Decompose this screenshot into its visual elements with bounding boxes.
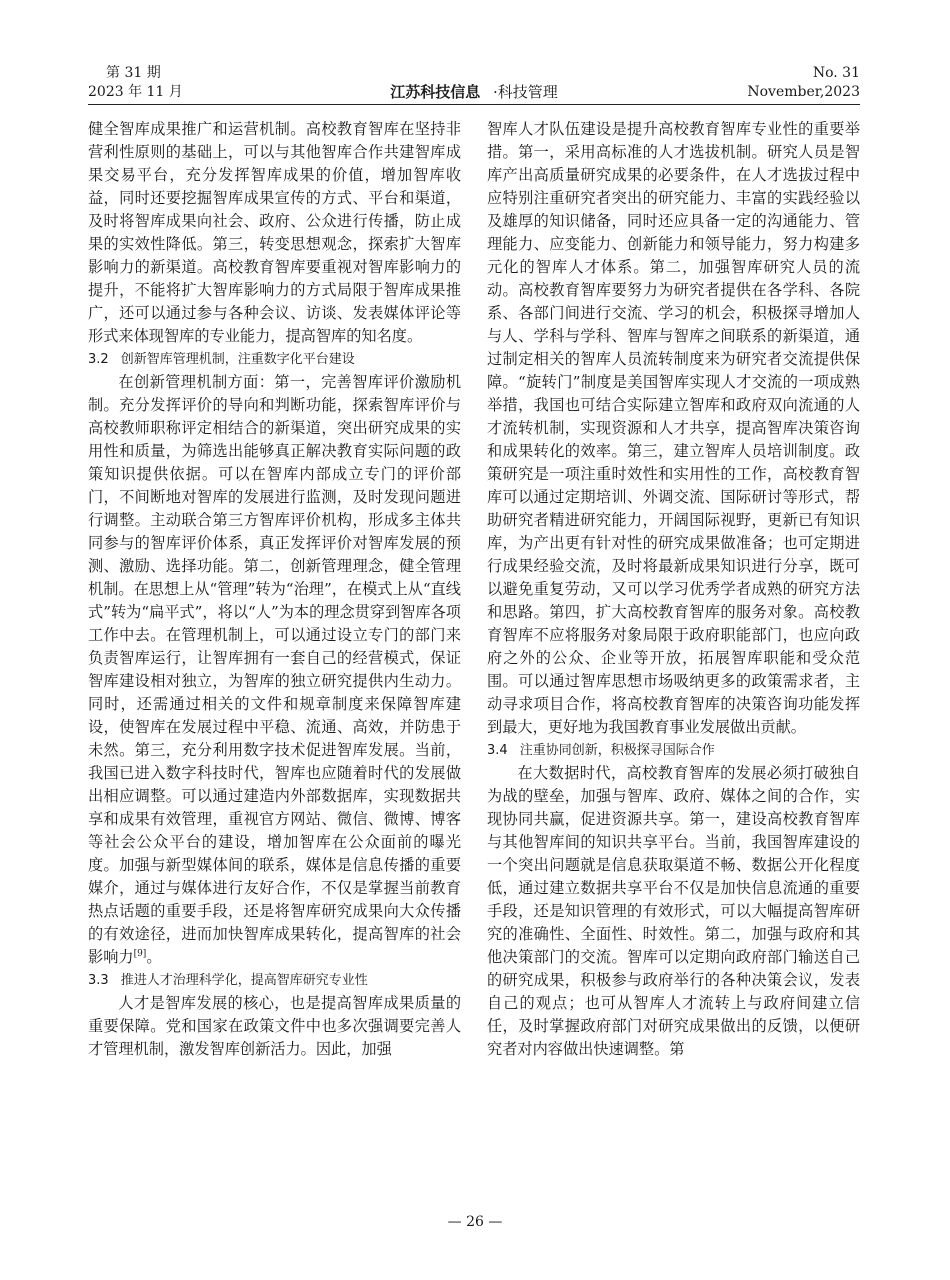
header-rule (88, 104, 860, 105)
section-heading-3-3 (88, 969, 461, 992)
paragraph-text: 在创新管理机制方面：第一，完善智库评价激励机制。充分发挥评价的导向和判断功能，探索智库评价与高校教师职称评定相结合的新渠道，突出研究成果的实用性和质量，为筛选出能够真正解决教育实际问题的政策知识提供依据。可以在智库内部成立专门的评价部门，不间断地对智库的发展进行监测，及时发现问题进行调整。主动联合第三方智库评价机构，形成多主体共同参与的智库评价体系，真正发挥评价对智库发展的预测、激励、选择功能。第二，创新管理理念，健全管理机制。在思想上从“管理”转为“治理”，在模式上从“直线式”转为“扁平式”，将以“人”为本的理念贯穿到智库各项工作中去。在管理机制上，可以通过设立专门的部门来负责智库运行，让智库拥有一套自己的经营模式，保证智库建设相对独立，为智库的独立研究提供内生动力。同时，还需通过相关的文件和规章制度来保障智库建设，使智库在发展过程中平稳、流通、高效，并防患于未然。第三，充分利用数字技术促进智库发展。当前，我国已进入数字科技时代，智库也应随着时代的发展做出相应调整。可以通过建造内外部数据库，实现数据共享和成果有效管理，重视官方网站、微信、微博、博客等社会公众平台的建设，增加智库在公众面前的曝光度。加强与新型媒体间的联系，媒体是信息传播的重要媒介，通过与媒体进行友好合作，不仅是掌握当前教育热点话题的重要手段，还是将智库研究成果向大众传播的有效途径，进而加快智库成果转化，提高智库的社会影响力 (88, 373, 461, 966)
journal-name: 江苏科技信息 (390, 83, 481, 101)
issue-date-en: November,2023 (747, 84, 860, 100)
left-column (88, 118, 461, 1061)
paragraph: 智库人才队伍建设是提升高校教育智库专业性的重要举措。第一，采用高标准的人才选拔机制。研究人员是智库产出高质量研究成果的必要条件，在人才选拔过程中应特别注重研究者突出的研究能力、丰富的实践经验以及雄厚的知识储备，同时还应具备一定的沟通能力、管理能力、应变能力、创新能力和领导能力，努力构建多元化的智库人才体系。第二，加强智库研究人员的流动。高校教育智库要努力为研究者提供在各学科、各院系、各部门间进行交流、学习的机会，积极探寻增加人与人、学科与学科、智库与智库之间联系的新渠道，通过制定相关的智库人员流转制度来为研究者交流提供保障。“旋转门”制度是美国智库实现人才交流的一项成熟举措，我国也可结合实际建立智库和政府双向流通的人才流转机制，实现资源和人才共享，提高智库决策咨询和成果转化的效率。第三，建立智库人员培训制度。政策研究是一项注重时效性和实用性的工作，高校教育智库可以通过定期培训、外调交流、国际研讨等形式，帮助研究者精进研究能力，开阔国际视野，更新已有知识库，为产出更有针对性的研究成果做准备；也可定期进行成果经验交流，及时将最新成果知识进行分享，既可以避免重复劳动，又可以学习优秀学者成熟的研究方法和思路。第四，扩大高校教育智库的服务对象。高校教育智库不应将服务对象局限于政府职能部门，也应向政府之外的公众、企业等开放，拓展智库职能和受众范围。可以通过智库思想市场吸纳更多的政策需求者，主动寻求项目合作，将高校教育智库的决策咨询功能发挥到最大，更好地为我国教育事业发展做出贡献。 (487, 120, 860, 736)
paragraph: 健全智库成果推广和运营机制。高校教育智库在坚持非营利性原则的基础上，可以与其他智库合作共建智库成果交易平台，充分发挥智库成果的价值，增加智库收益，同时还要挖掘智库成果宣传的方式、平台和渠道，及时将智库成果向社会、政府、公众进行传播，防止成果的实效性降低。第三，转变思想观念，探索扩大智库影响力的新渠道。高校教育智库要重视对智库影响力的提升，不能将扩大智库影响力的方式局限于智库成果推广，还可以通过参与各种会议、访谈、发表媒体评论等形式来体现智库的专业能力，提高智库的知名度。 (88, 120, 461, 345)
section-title: 创新智库管理机制，注重数字化平台建设 (120, 352, 355, 367)
citation-ref[interactable]: [9] (133, 948, 147, 959)
issue-number-en: No. 31 (812, 65, 860, 81)
paragraph-end: 。 (146, 948, 162, 966)
journal-title (88, 83, 860, 102)
section-title: 推进人才治理科学化，提高智库研究专业性 (120, 973, 368, 988)
paragraph: 在大数据时代，高校教育智库的发展必须打破独自为战的壁垒，加强与智库、政府、媒体之间的合作，实现协同共赢，促进资源共享。第一，建设高校教育智库与其他智库间的知识共享平台。当前，我国智库建设的一个突出问题就是信息获取渠道不畅、数据公开化程度低，通过建立数据共享平台不仅是加快信息流通的重要手段，还是知识管理的有效形式，可以大幅提高智库研究的准确性、全面性、时效性。第二，加强与政府和其他决策部门的交流。智库可以定期向政府部门输送自己的研究成果，积极参与政府举行的各种决策会议，发表自己的观点；也可从智库人才流转上与政府间建立信任，及时掌握政府部门对研究成果做出的反馈，以便研究者对内容做出快速调整。第 (487, 764, 860, 1058)
right-column (487, 118, 860, 1061)
journal-section: ·科技管理 (493, 83, 558, 101)
section-heading-3-4 (487, 739, 860, 762)
section-heading-3-2 (88, 348, 461, 371)
issue-number-cn: 第 31 期 (106, 65, 161, 81)
section-number: 3.4 (487, 743, 508, 758)
header-issue-en (747, 64, 860, 102)
page-number: — 26 — (447, 1214, 503, 1230)
section-number: 3.3 (88, 973, 109, 988)
paragraph: 人才是智库发展的核心，也是提高智库成果质量的重要保障。党和国家在政策文件中也多次强调要完善人才管理机制，激发智库创新活力。因此，加强 (88, 994, 461, 1058)
paragraph (88, 371, 461, 969)
section-number: 3.2 (88, 352, 109, 367)
page-header (88, 64, 860, 104)
issue-date-cn: 2023 年 11 月 (88, 84, 183, 100)
section-title: 注重协同创新，积极探寻国际合作 (519, 743, 715, 758)
